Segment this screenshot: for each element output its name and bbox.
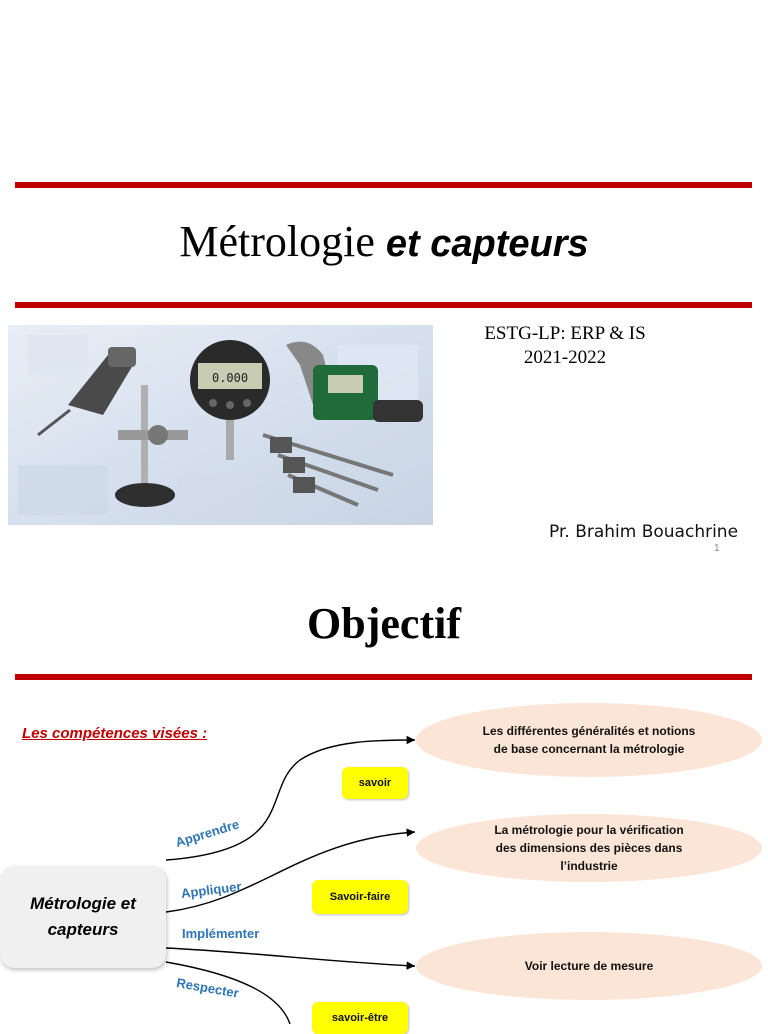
tag-savoir: savoir <box>342 767 408 799</box>
verb-respecter: Respecter <box>175 975 240 1001</box>
target-line: Voir lecture de mesure <box>524 959 654 973</box>
course-label: ESTG-LP: ERP & IS <box>484 323 646 344</box>
title-main: Métrologie <box>179 217 375 266</box>
page-number: 1 <box>714 543 720 554</box>
objective-red-rule <box>15 674 752 680</box>
curve-implementer <box>166 948 415 966</box>
title-italic: et capteurs <box>385 223 589 265</box>
box-line: Métrologie et <box>30 894 136 913</box>
year-label: 2021-2022 <box>523 347 607 368</box>
target-line: des dimensions des pièces dans <box>495 841 683 855</box>
instruments-image <box>8 325 433 525</box>
verb-apprendre: Apprendre <box>173 816 241 850</box>
tag-savoir-faire: Savoir-faire <box>312 880 408 914</box>
target-line: de base concernant la métrologie <box>493 742 685 756</box>
target-verification <box>416 814 762 882</box>
middle-red-rule <box>15 302 752 308</box>
svg-text:0.000: 0.000 <box>211 371 249 385</box>
target-reading <box>416 932 762 1000</box>
verb-implementer: Implémenter <box>182 926 260 941</box>
verb-appliquer: Appliquer <box>180 878 243 901</box>
tag-savoir-etre: savoir-être <box>312 1002 408 1034</box>
target-line: Les différentes généralités et notions <box>482 724 696 738</box>
objective-title: Objectif <box>307 599 461 648</box>
target-line: l’industrie <box>560 859 618 873</box>
competences-label: Les compétences visées : <box>22 725 208 742</box>
top-red-rule <box>15 182 752 188</box>
slide-title <box>0 216 768 267</box>
metrologie-box <box>0 866 166 968</box>
box-line: capteurs <box>47 920 119 939</box>
author-name: Pr. Brahim Bouachrine <box>549 522 739 542</box>
target-line: La métrologie pour la vérification <box>494 823 684 837</box>
target-generalities <box>416 703 762 777</box>
